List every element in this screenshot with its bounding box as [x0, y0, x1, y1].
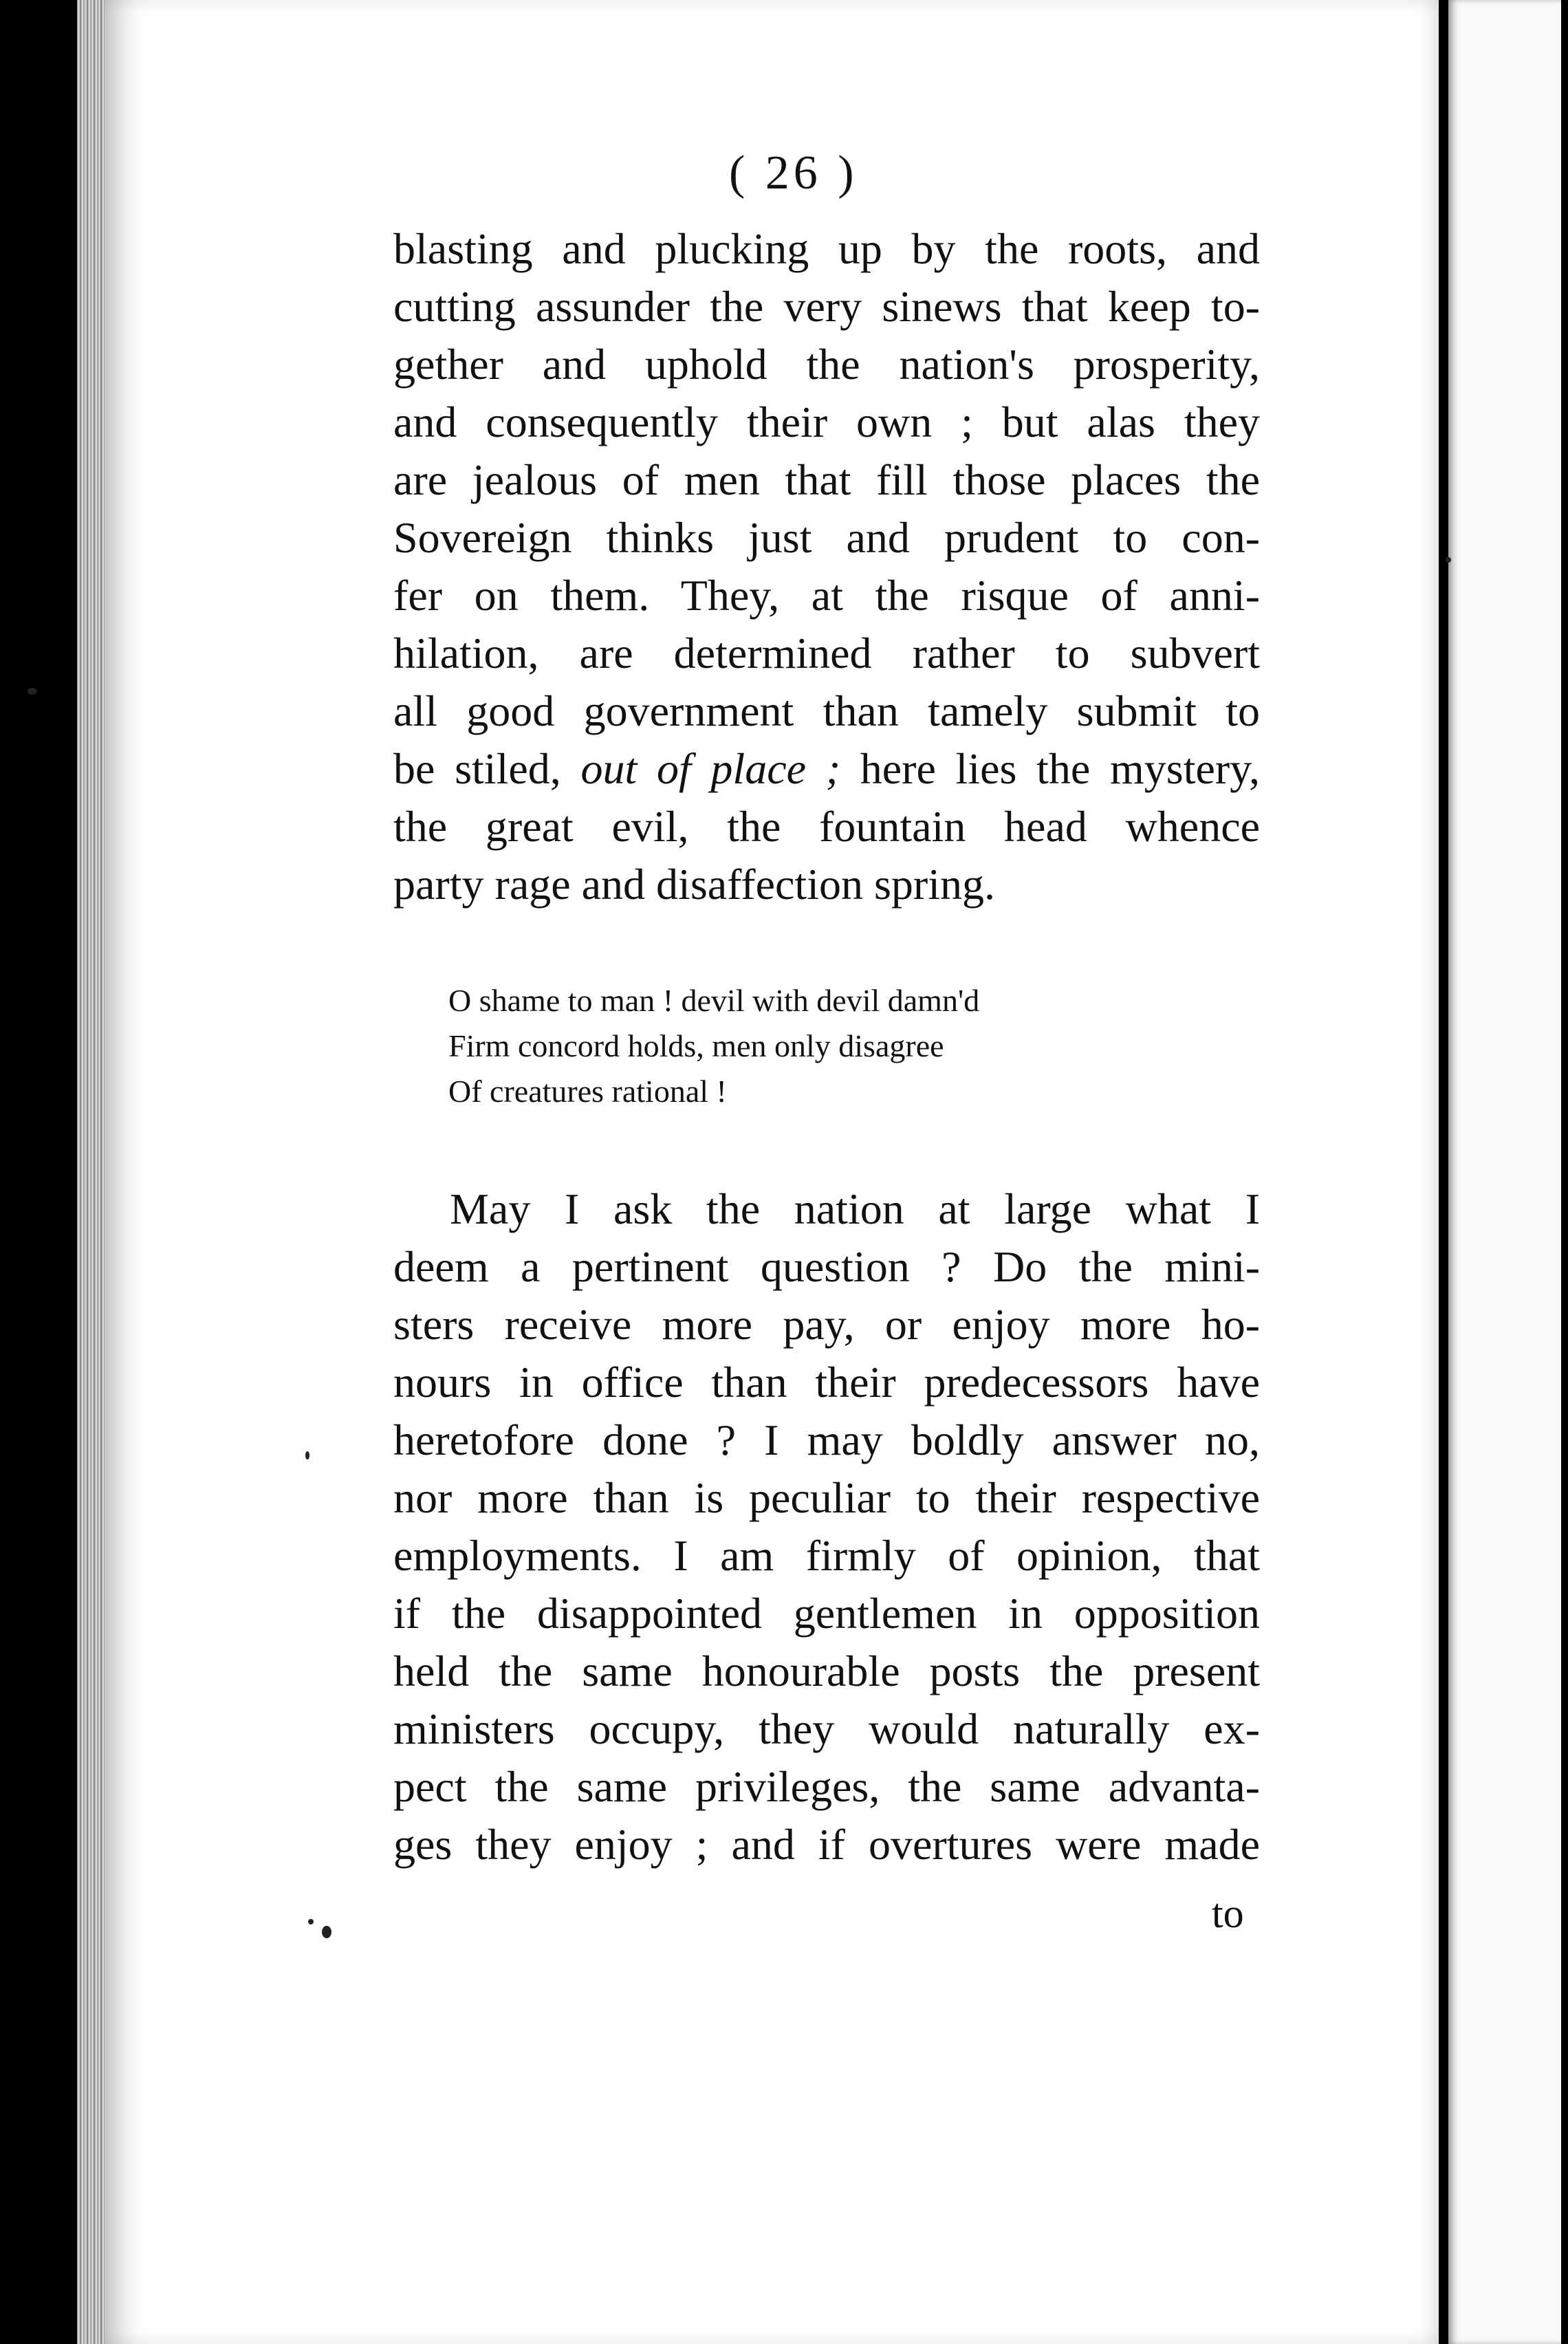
text-line: heretofore done ? I may boldly answer no,	[393, 1415, 1260, 1464]
text-line: the great evil, the fountain head whence	[393, 802, 1260, 851]
ink-speck	[308, 1919, 314, 1924]
text-line: hilation, are determined rather to subvert	[393, 629, 1260, 677]
text-line: deem a pertinent question ? Do the mini-	[393, 1242, 1260, 1291]
italic-phrase: out of place ;	[580, 744, 841, 793]
ink-speck	[1446, 557, 1451, 563]
text-line: if the disappointed gentlemen in opposition	[393, 1589, 1260, 1638]
ink-speck	[28, 688, 37, 695]
ink-speck	[305, 1451, 309, 1459]
text-line: Sovereign thinks just and prudent to con-	[393, 513, 1260, 562]
gutter	[1439, 0, 1448, 2344]
paragraph-2	[393, 1180, 1260, 1874]
text-line: sters receive more pay, or enjoy more ho-	[393, 1300, 1260, 1349]
text-fragment: be stiled,	[393, 744, 561, 793]
text-line: pect the same privileges, the same advanta-	[393, 1762, 1260, 1811]
verse-line: O shame to man ! devil with devil damn'd	[448, 983, 980, 1018]
paragraph-1	[393, 220, 1260, 913]
text-line: ges they enjoy ; and if overtures were made	[393, 1820, 1260, 1869]
verse-line: Firm concord holds, men only disagree	[448, 1028, 944, 1063]
text-line: cutting assunder the very sinews that keep to-	[393, 282, 1260, 331]
page-edge-stack	[77, 0, 107, 2344]
page-number: ( 26 )	[729, 146, 858, 199]
adjacent-page	[1448, 0, 1568, 2344]
text-line: gether and uphold the nation's prosperity,	[393, 340, 1260, 389]
text-fragment: here lies the mystery,	[860, 744, 1261, 793]
text-line: nor more than is peculiar to their respective	[393, 1473, 1260, 1522]
catchword: to	[1212, 1891, 1244, 1936]
ink-speck	[322, 1926, 331, 1938]
text-line: held the same honourable posts the present	[393, 1647, 1260, 1695]
text-line: May I ask the nation at large what I	[450, 1184, 1260, 1233]
text-line: fer on them. They, at the risque of anni-	[393, 571, 1260, 620]
text-line: nours in office than their predecessors have	[393, 1358, 1260, 1407]
verse-quotation	[448, 978, 1205, 1114]
right-border	[1561, 0, 1568, 2344]
verse-line: Of creatures rational !	[448, 1074, 727, 1109]
text-line: all good government than tamely submit to	[393, 686, 1260, 735]
text-line-mixed	[393, 740, 1260, 798]
text-line: and consequently their own ; but alas they	[393, 398, 1260, 446]
text-line: employments. I am firmly of opinion, that	[393, 1531, 1260, 1580]
text-line: ministers occupy, they would naturally ex-	[393, 1704, 1260, 1753]
text-line: are jealous of men that fill those places the	[393, 455, 1260, 504]
text-line: party rage and disaffection spring.	[393, 860, 995, 909]
text-line: blasting and plucking up by the roots, and	[393, 224, 1260, 273]
